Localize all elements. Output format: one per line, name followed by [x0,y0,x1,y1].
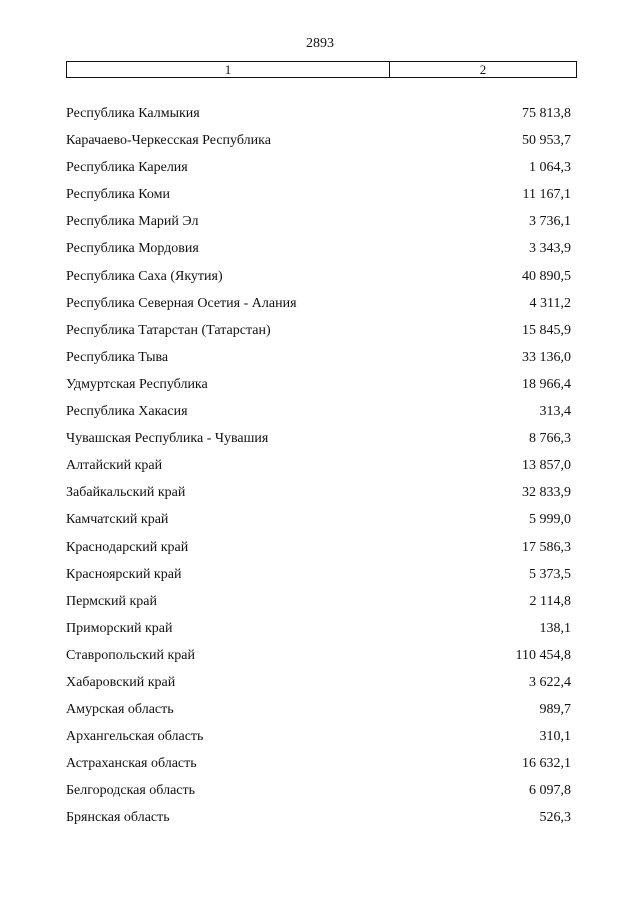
region-value: 16 632,1 [522,756,571,772]
region-name: Ставропольский край [66,647,195,663]
region-name: Белгородская область [66,783,196,799]
region-name: Пермский край [66,593,157,609]
region-name: Республика Калмыкия [66,106,200,121]
table-row [66,103,571,130]
region-value: 3 736,1 [529,214,571,230]
table-row [66,537,571,564]
table-row [66,672,571,699]
table-row [66,618,571,645]
page-number: 2893 [306,36,334,51]
table-row [66,699,571,726]
table-row [66,455,571,482]
table-row [66,347,571,374]
region-name: Республика Саха (Якутия) [66,268,223,284]
region-value: 8 766,3 [529,431,571,447]
region-value: 2 114,8 [529,593,571,609]
region-name: Камчатский край [66,512,169,528]
region-value: 11 167,1 [522,187,571,203]
table-row [66,564,571,591]
region-name: Республика Тыва [66,349,169,365]
table-row [66,374,571,401]
table-row [66,401,571,428]
region-value: 6 097,8 [529,783,571,799]
region-name: Хабаровский край [66,674,176,690]
region-value: 4 311,2 [529,295,571,311]
region-name: Амурская область [66,702,174,718]
region-value: 33 136,0 [522,349,571,365]
region-name: Республика Северная Осетия - Алания [66,295,297,311]
region-value: 989,7 [539,702,571,718]
table-row [66,509,571,536]
region-value: 310,1 [539,729,571,745]
region-name: Карачаево-Черкесская Республика [66,133,271,149]
region-value: 13 857,0 [522,458,571,474]
region-name: Республика Хакасия [66,404,188,420]
table-row [66,780,571,807]
table-column-header [66,61,577,78]
region-name: Республика Мордовия [66,241,199,257]
table-row [66,645,571,672]
region-name: Республика Карелия [66,160,188,176]
region-name: Астраханская область [66,756,197,772]
region-value: 3 343,9 [529,241,571,257]
region-name: Архангельская область [66,729,204,745]
region-value: 15 845,9 [522,322,571,338]
region-name: Алтайский край [66,458,163,474]
table-body [66,103,571,835]
table-row [66,428,571,455]
region-value: 40 890,5 [522,268,571,284]
table-row [66,266,571,293]
region-value: 1 064,3 [529,160,571,176]
region-value: 18 966,4 [522,376,571,392]
region-name: Красноярский край [66,566,182,582]
table-row [66,807,571,834]
table-row [66,130,571,157]
table-row [66,591,571,618]
region-value: 32 833,9 [522,485,571,501]
region-value: 75 813,8 [522,106,571,121]
column-header-2: 2 [479,62,487,77]
region-value: 3 622,4 [529,674,571,690]
table-row [66,211,571,238]
region-value: 110 454,8 [515,647,571,663]
column-header-1: 1 [67,62,390,77]
region-name: Забайкальский край [66,485,186,501]
region-name: Республика Татарстан (Татарстан) [66,322,271,338]
region-value: 5 373,5 [529,566,571,582]
region-value: 138,1 [539,620,571,636]
table-row [66,482,571,509]
region-value: 5 999,0 [529,512,571,528]
region-name: Удмуртская Республика [66,376,208,392]
table-row [66,726,571,753]
region-value: 313,4 [539,404,571,420]
table-row [66,184,571,211]
region-name: Чувашская Республика - Чувашия [66,431,269,447]
region-value: 17 586,3 [522,539,571,555]
region-name: Приморский край [66,620,173,636]
table-row [66,238,571,265]
table-row [66,293,571,320]
region-name: Республика Коми [66,187,170,203]
region-value: 526,3 [539,810,571,826]
region-name: Краснодарский край [66,539,189,555]
region-name: Республика Марий Эл [66,214,199,230]
table-row [66,320,571,347]
table-row [66,157,571,184]
table-row [66,753,571,780]
region-name: Брянская область [66,810,170,826]
region-value: 50 953,7 [522,133,571,149]
